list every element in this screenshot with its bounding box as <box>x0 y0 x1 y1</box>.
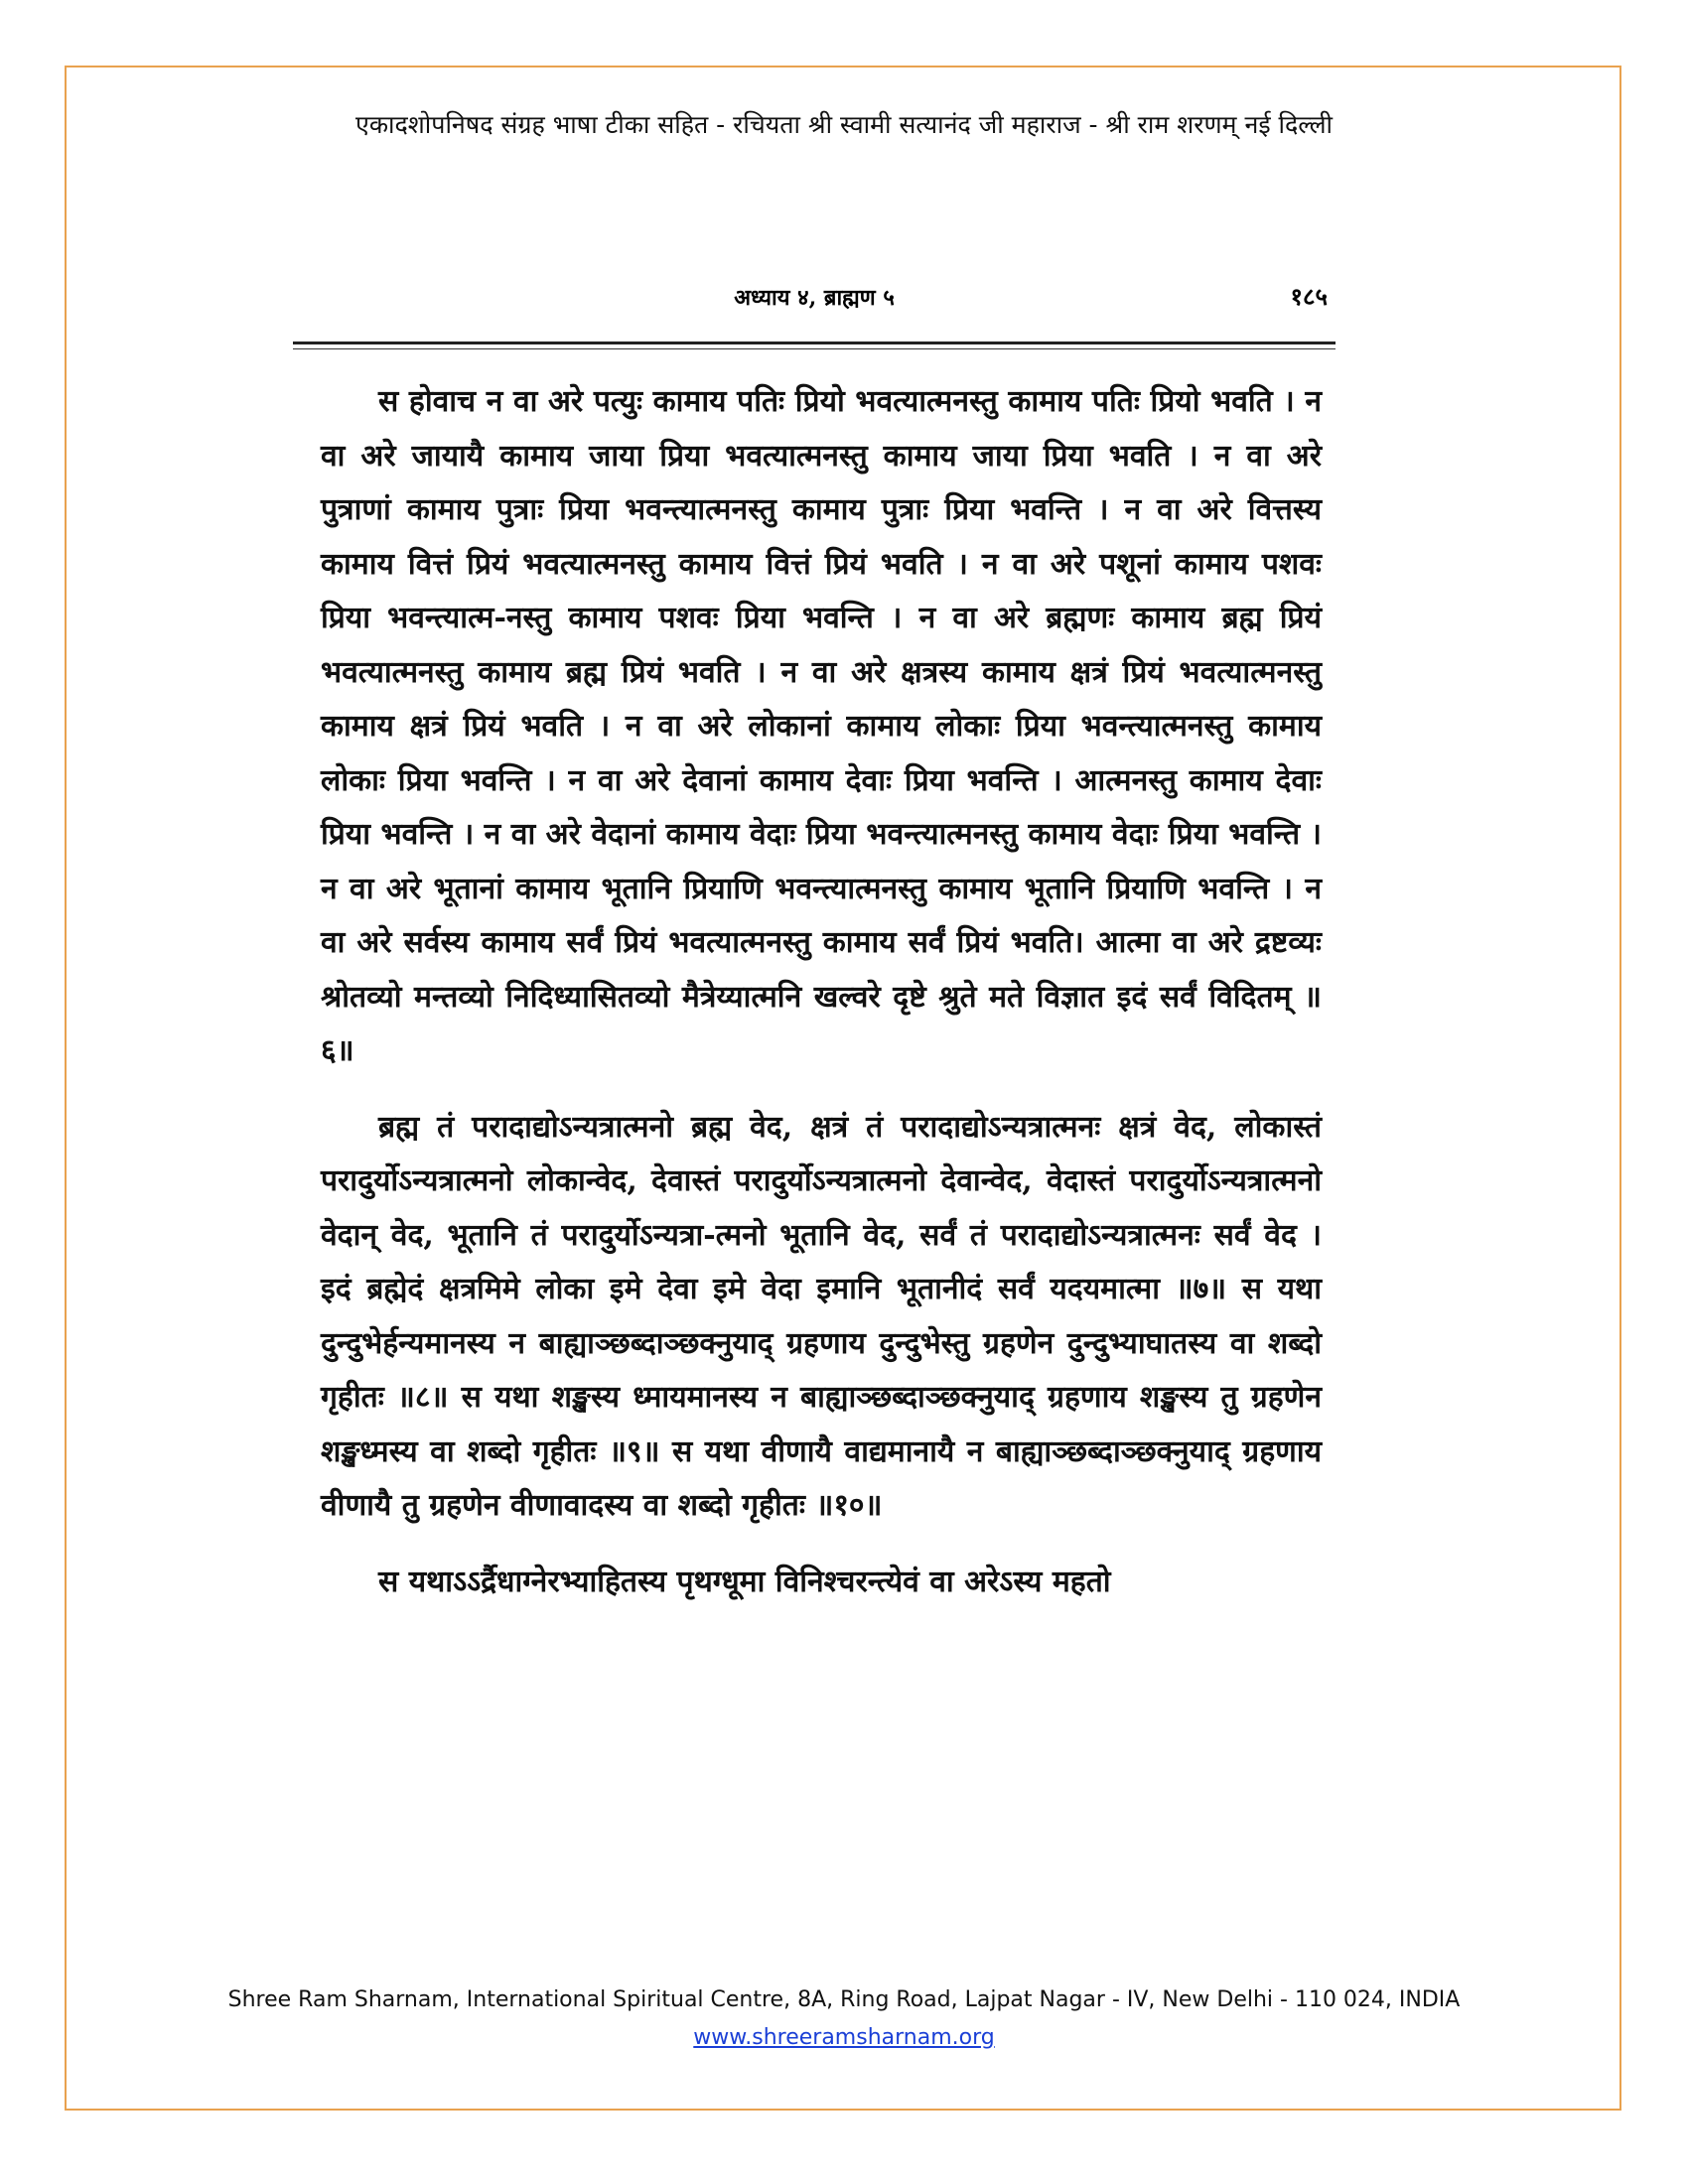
website-link[interactable]: www.shreeramsharnam.org <box>693 2025 995 2050</box>
paragraph-verse-11-start: स यथाऽऽर्द्रैधाग्नेरभ्याहितस्य पृथग्धूमा विनिश्चरन्त्येवं वा अरेऽस्य महतो <box>378 1564 1111 1599</box>
page-number: १८५ <box>1290 282 1328 311</box>
document-header: एकादशोपनिषद संग्रह भाषा टीका सहित - रचियता श्री स्वामी सत्यानंद जी महाराज - श्री राम शरणम् नई दिल्ली <box>355 110 1333 139</box>
sanskrit-text-body <box>293 375 1336 1609</box>
header-rule-thin <box>293 348 1336 349</box>
footer-website <box>0 2025 1688 2050</box>
header-rule <box>293 341 1336 344</box>
footer-address: Shree Ram Sharnam, International Spiritual Centre, 8A, Ring Road, Lajpat Nagar - IV, New Delhi - 110 024, INDIA <box>227 1987 1461 2012</box>
paragraph-verse-6: स होवाच न वा अरे पत्युः कामाय पतिः प्रियो भवत्यात्मनस्तु कामाय पतिः प्रियो भवति । न वा अरे जायायै कामाय जाया प्रिया भवत्यात्मनस्तु कामाय जाया प्रिया भवति । न वा अरे पुत्राणां कामाय पुत्राः प्रिया भवन्त्यात्मनस्तु कामाय पुत्राः प्रिया भवन्ति । न वा अरे वित्तस्य कामाय वित्तं प्रियं भवत्यात्मनस्तु कामाय वित्तं प्रियं भवति । न वा अरे पशूनां कामाय पशवः प्रिया भवन्त्यात्म-नस्तु कामाय पशवः प्रिया भवन्ति । न वा अरे ब्रह्मणः कामाय ब्रह्म प्रियं भवत्यात्मनस्तु कामाय ब्रह्म प्रियं भवति । न वा अरे क्षत्रस्य कामाय क्षत्रं प्रियं भवत्यात्मनस्तु कामाय क्षत्रं प्रियं भवति । न वा अरे लोकानां कामाय लोकाः प्रिया भवन्त्यात्मनस्तु कामाय लोकाः प्रिया भवन्ति । न वा अरे देवानां कामाय देवाः प्रिया भवन्ति । आत्मनस्तु कामाय देवाः प्रिया भवन्ति । न वा अरे वेदानां कामाय वेदाः प्रिया भवन्त्यात्मनस्तु कामाय वेदाः प्रिया भवन्ति । न वा अरे भूतानां कामाय भूतानि प्रियाणि भवन्त्यात्मनस्तु कामाय भूतानि प्रियाणि भवन्ति । न वा अरे सर्वस्य कामाय सर्वं प्रियं भवत्यात्मनस्तु कामाय सर्वं प्रियं भवति। आत्मा वा अरे द्रष्टव्यः श्रोतव्यो मन्तव्यो निदिध्यासितव्यो मैत्रेय्यात्मनि खल्वरे दृष्टे श्रुते मते विज्ञात इदं सर्वं विदितम् ॥६॥ <box>321 384 1322 1068</box>
running-head <box>293 278 1336 318</box>
paragraph-verses-7-10: ब्रह्म तं परादाद्योऽन्यत्रात्मनो ब्रह्म वेद, क्षत्रं तं परादाद्योऽन्यत्रात्मनः क्षत्रं वेद, लोकास्तं परादुर्योऽन्यत्रात्मनो लोकान्वेद, देवास्तं परादुर्योऽन्यत्रात्मनो देवान्वेद, वेदास्तं परादुर्योऽन्यत्रात्मनो वेदान् वेद, भूतानि तं परादुर्योऽन्यत्रा-त्मनो भूतानि वेद, सर्वं तं परादाद्योऽन्यत्रात्मनः सर्वं वेद । इदं ब्रह्मेदं क्षत्रमिमे लोका इमे देवा इमे वेदा इमानि भूतानीदं सर्वं यदयमात्मा ॥७॥ स यथा दुन्दुभेर्हन्यमानस्य न बाह्याञ्छब्दाञ्छक्नुयाद् ग्रहणाय दुन्दुभेस्तु ग्रहणेन दुन्दुभ्याघातस्य वा शब्दो गृहीतः ॥८॥ स यथा शङ्खस्य ध्मायमानस्य न बाह्याञ्छब्दाञ्छक्नुयाद् ग्रहणाय शङ्खस्य तु ग्रहणेन शङ्खध्मस्य वा शब्दो गृहीतः ॥९॥ स यथा वीणायै वाद्यमानायै न बाह्याञ्छब्दाञ्छक्नुयाद् ग्रहणाय वीणायै तु ग्रहणेन वीणावादस्य वा शब्दो गृहीतः ॥१०॥ <box>321 1109 1322 1523</box>
running-title: अध्याय ४, ब्राह्मण ५ <box>734 285 895 311</box>
scanned-book-page <box>293 278 1336 1609</box>
